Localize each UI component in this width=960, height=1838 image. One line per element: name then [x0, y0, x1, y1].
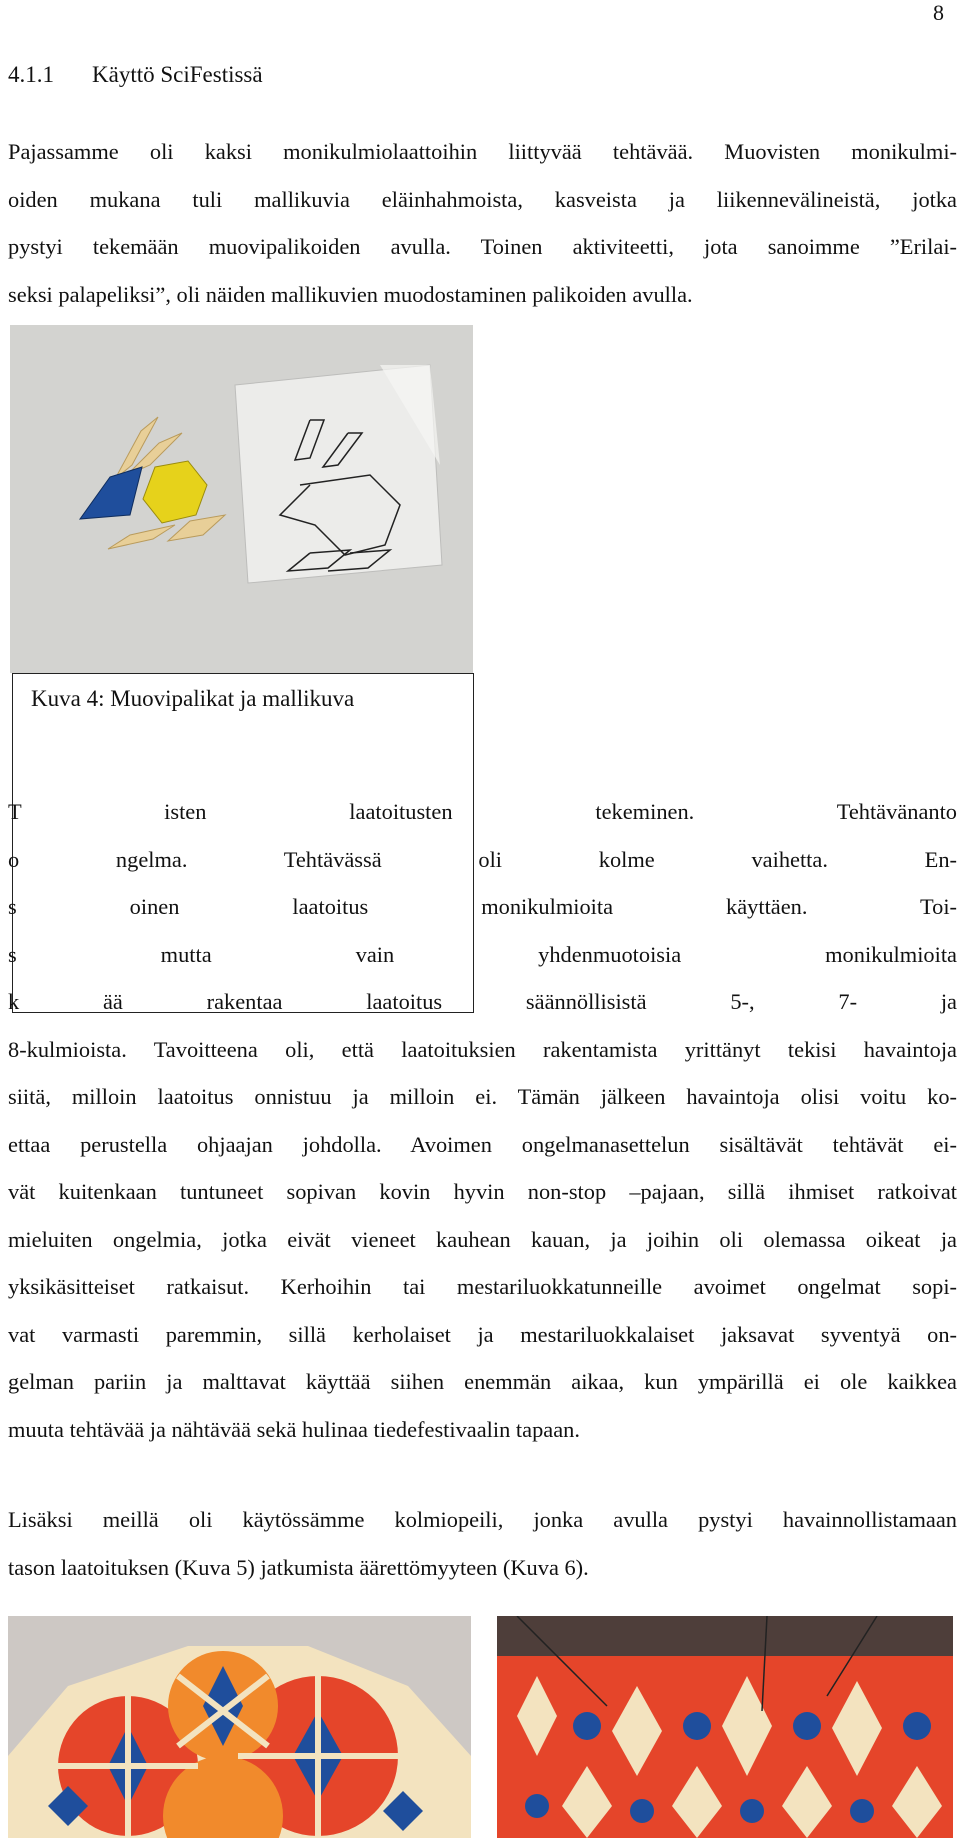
paragraph-3	[8, 1496, 957, 1591]
text-line: mieluiten ongelmia, jotka eivät vieneet kauhean kauan, ja joihin oli olemassa oikeat ja	[8, 1226, 957, 1252]
figure-4-caption: Kuva 4: Muovipalikat ja mallikuva	[31, 686, 355, 711]
text-line: seksi palapeliksi”, oli näiden mallikuvien muodostaminen palikoiden avulla.	[8, 281, 693, 307]
text-line: gelman pariin ja malttavat käyttää siihen enemmän aikaa, kun ympärillä ei ole kaikkea	[8, 1369, 957, 1394]
page-number: 8	[933, 0, 944, 25]
text-line: vät kuitenkaan tuntuneet sopivan kovin hyvin non-stop –pajaan, sillä ihmiset ratkoivat	[8, 1179, 957, 1204]
text-line: Lisäksi meillä oli käytössämme kolmiopeili, jonka avulla pystyi havainnollistamaan	[8, 1507, 957, 1532]
section-heading	[8, 62, 263, 88]
pattern-blocks-rabbit-image	[10, 325, 473, 673]
figure-4-photo	[10, 325, 473, 673]
section-number: 4.1.1	[8, 62, 54, 87]
text-line: s mutta vain yhdenmuotoisia monikulmioita	[8, 941, 957, 967]
text-line: siitä, milloin laatoitus onnistuu ja milloin ei. Tämän jälkeen havaintoja olisi voitu ko-	[8, 1084, 957, 1109]
text-line: muuta tehtävää ja nähtävää sekä hulinaa tiedefestivaalin tapaan.	[8, 1416, 580, 1442]
text-line: tason laatoituksen (Kuva 5) jatkumista äärettömyyteen (Kuva 6).	[8, 1554, 589, 1580]
text-line: Pajassamme oli kaksi monikulmiolaattoihin liittyvää tehtävää. Muovisten monikulmi-	[8, 139, 957, 164]
section-title: Käyttö SciFestissä	[92, 62, 263, 87]
text-line: T isten laatoitusten tekeminen. Tehtävänanto	[8, 799, 957, 824]
paragraph-2	[8, 788, 957, 1453]
text-line: s oinen laatoitus monikulmioita käyttäen. Toi-	[8, 894, 957, 919]
text-line: ettaa perustella ohjaajan johdolla. Avoimen ongelmanasettelun sisältävät tehtävät ei-	[8, 1131, 957, 1157]
mirror-tiling-image	[497, 1616, 953, 1838]
text-line: 8-kulmioista. Tavoitteena oli, että laatoituksien rakentamista yrittänyt tekisi havaintoja	[8, 1036, 957, 1062]
text-line: oiden mukana tuli mallikuvia eläinhahmoista, kasveista ja liikennevälineistä, jotka	[8, 186, 957, 212]
figure-6-photo	[497, 1616, 953, 1838]
text-line: o ngelma. Tehtävässä oli kolme vaihetta. En-	[8, 846, 957, 872]
text-line: yksikäsitteiset ratkaisut. Kerhoihin tai mestariluokkatunneille avoimet ongelmat sopi-	[8, 1274, 957, 1299]
figure-5-photo	[8, 1616, 471, 1838]
paragraph-1	[8, 128, 957, 318]
text-line: vat varmasti paremmin, sillä kerholaiset ja mestariluokkalaiset jaksavat syventyä on-	[8, 1321, 957, 1347]
text-line: k ää rakentaa laatoitus säännöllisistä 5-, 7- ja	[8, 989, 957, 1014]
tiling-photo-image	[8, 1616, 471, 1838]
text-line: pystyi tekemään muovipalikoiden avulla. Toinen aktiviteetti, jota sanoimme ”Erilai-	[8, 234, 957, 259]
